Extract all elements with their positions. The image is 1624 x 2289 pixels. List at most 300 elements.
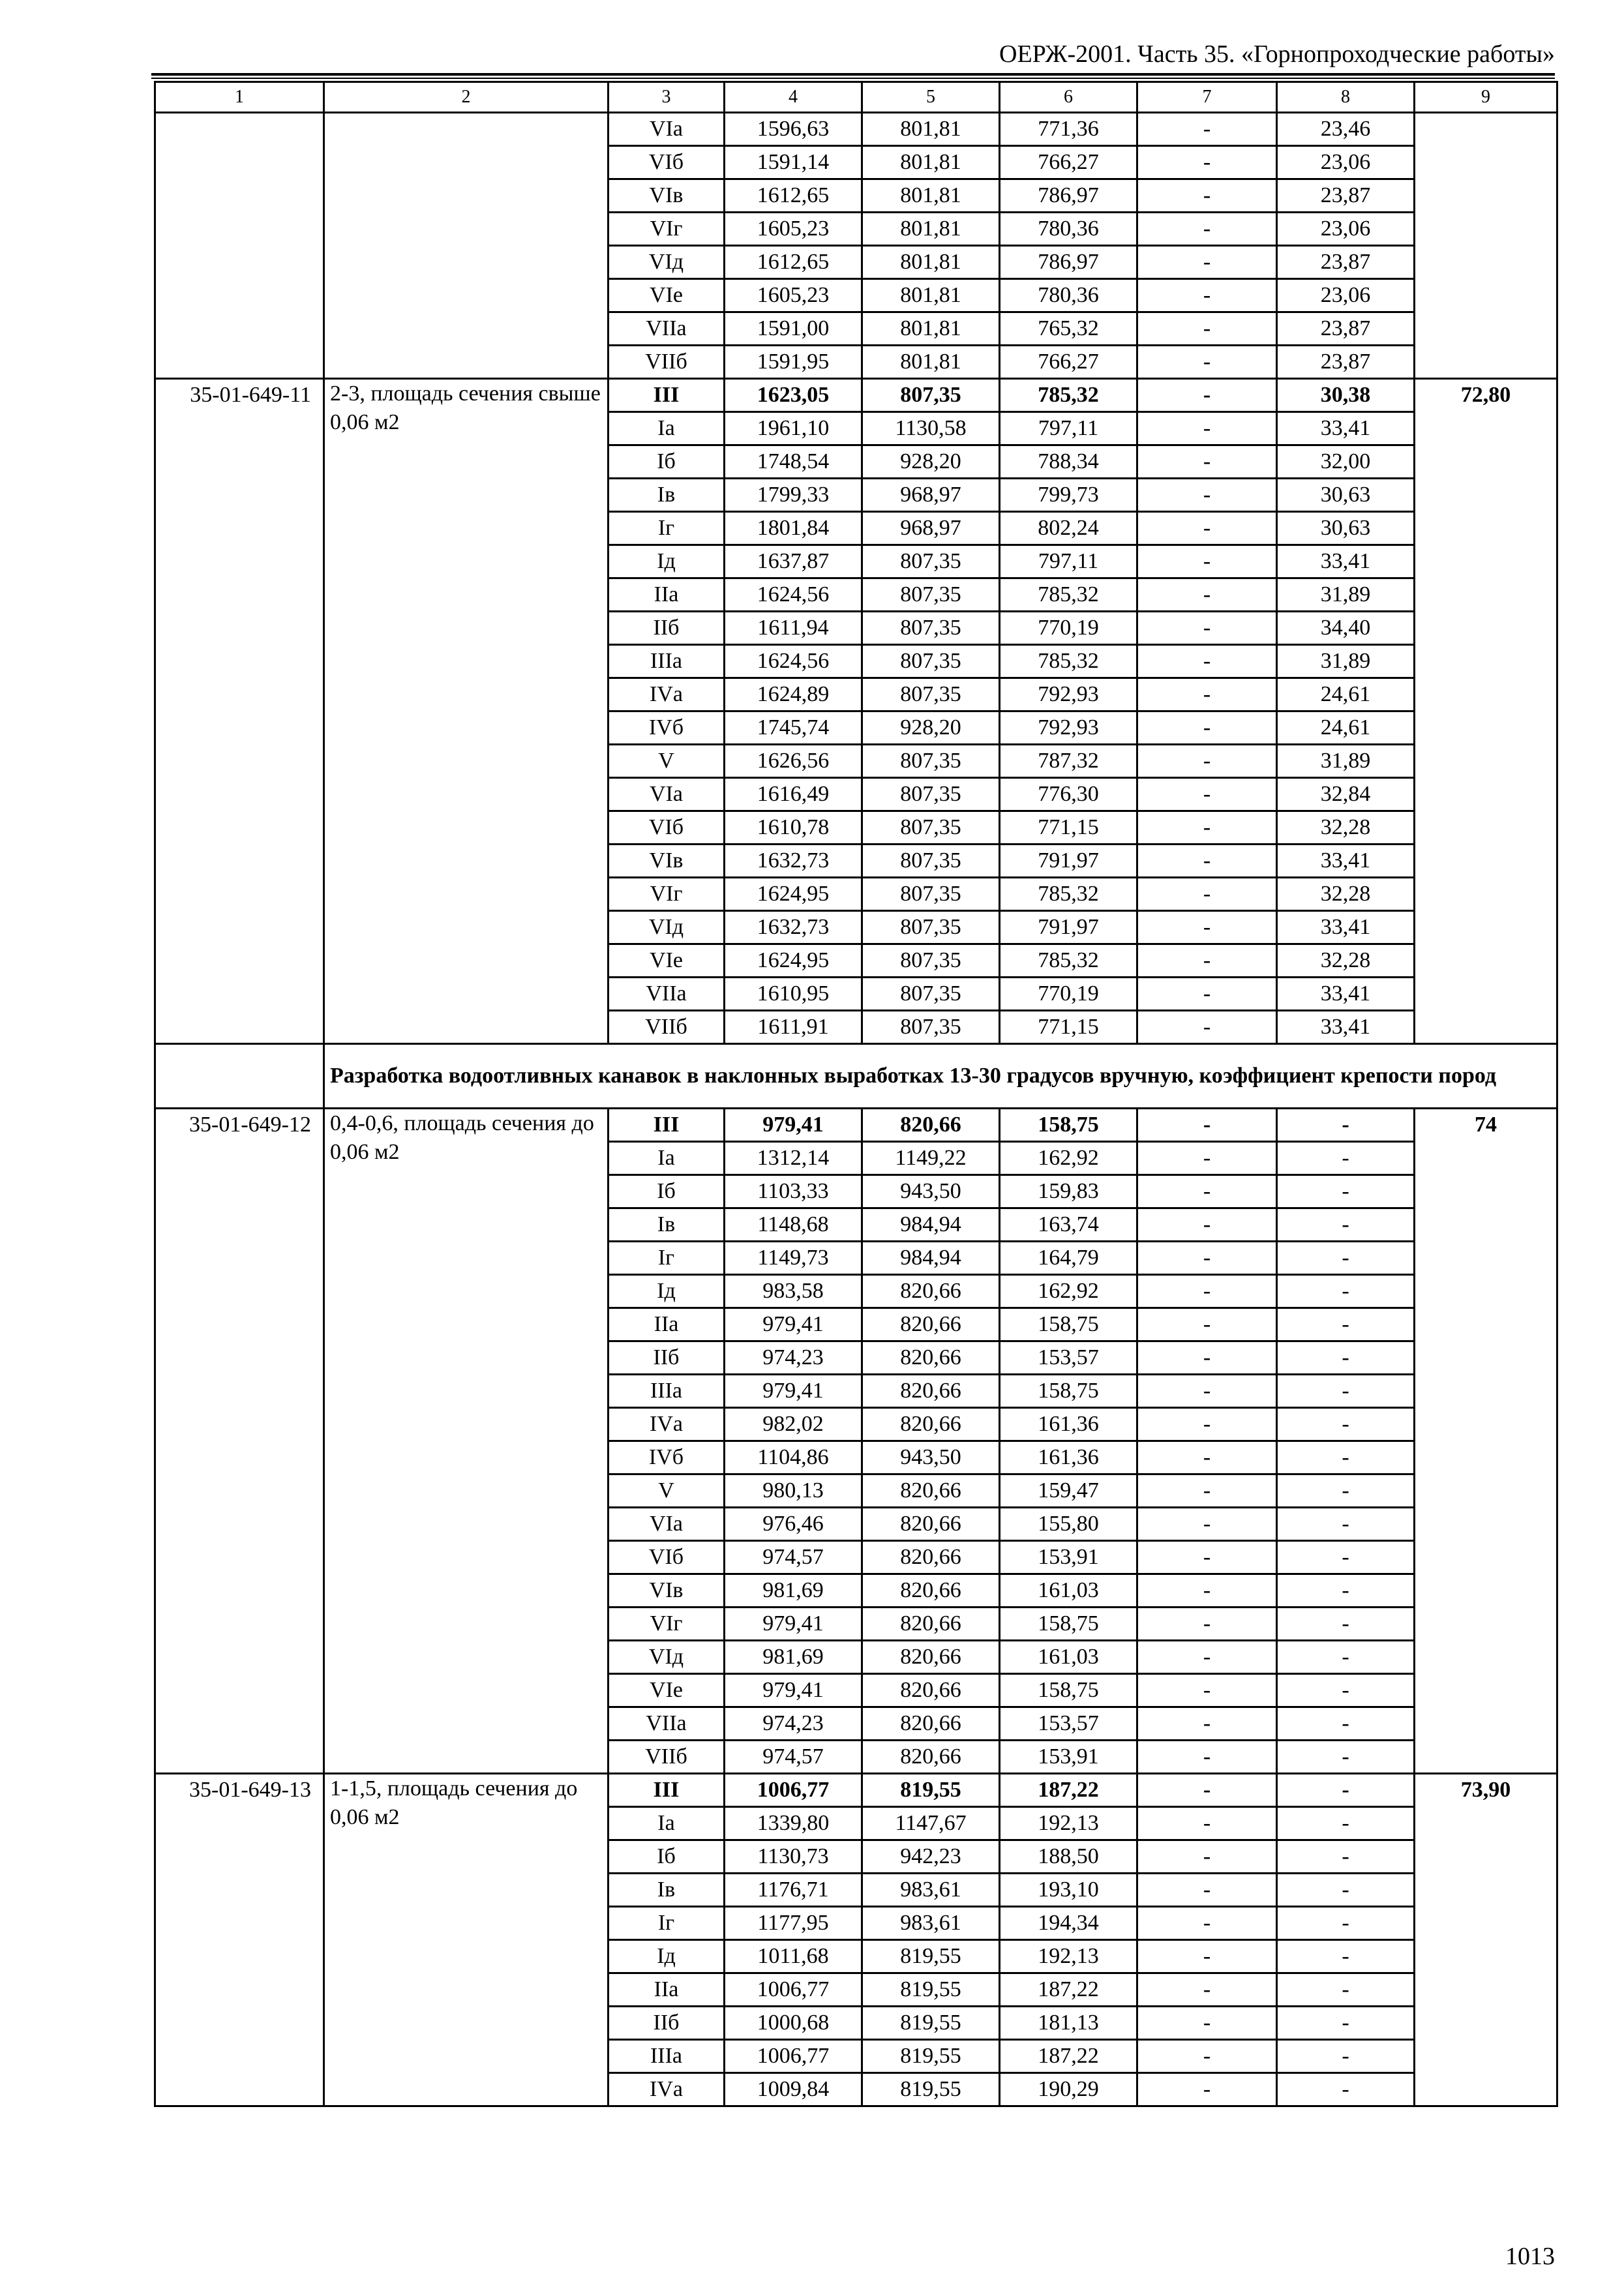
value-cell: 976,46: [725, 1508, 862, 1541]
value-cell: 1177,95: [725, 1907, 862, 1940]
value-cell: 981,69: [725, 1574, 862, 1608]
value-cell: -: [1137, 2007, 1277, 2040]
rock-group-cell: IVа: [609, 2073, 725, 2106]
value-cell: 162,92: [1000, 1142, 1137, 1175]
value-cell: -: [1137, 1308, 1277, 1341]
value-cell: 807,35: [862, 845, 1000, 878]
rock-group-cell: VIIа: [609, 1707, 725, 1741]
value-cell: -: [1137, 1973, 1277, 2007]
value-cell: 807,35: [862, 1011, 1000, 1044]
rock-group-cell: VIе: [609, 279, 725, 312]
value-cell: 163,74: [1000, 1208, 1137, 1242]
value-cell: 23,87: [1277, 246, 1415, 279]
rock-group-cell: IIIа: [609, 2040, 725, 2073]
rock-group-cell: VIв: [609, 179, 725, 213]
value-cell: 32,28: [1277, 811, 1415, 845]
value-cell: -: [1137, 213, 1277, 246]
value-cell: 158,75: [1000, 1375, 1137, 1408]
rock-group-cell: VIд: [609, 246, 725, 279]
value-cell: 820,66: [862, 1275, 1000, 1308]
value-cell: 1611,94: [725, 612, 862, 645]
value-cell: 187,22: [1000, 2040, 1137, 2073]
rock-group-cell: Iг: [609, 1907, 725, 1940]
value-cell: 974,23: [725, 1707, 862, 1741]
value-cell: -: [1137, 512, 1277, 545]
value-cell: -: [1277, 1574, 1415, 1608]
value-cell: 31,89: [1277, 645, 1415, 678]
value-cell: -: [1137, 1341, 1277, 1375]
value-cell: 31,89: [1277, 578, 1415, 612]
value-cell: 820,66: [862, 1608, 1000, 1641]
rock-group-cell: VIд: [609, 1641, 725, 1674]
rock-group-cell: IIа: [609, 1973, 725, 2007]
value-cell: 192,13: [1000, 1940, 1137, 1973]
value-cell: 1610,78: [725, 811, 862, 845]
value-cell: 153,57: [1000, 1707, 1137, 1741]
value-cell: 1624,56: [725, 645, 862, 678]
code-cell: [155, 113, 324, 379]
value-cell: -: [1277, 1441, 1415, 1474]
value-cell: 1149,22: [862, 1142, 1000, 1175]
value-cell: -: [1277, 1807, 1415, 1840]
value-cell: 807,35: [862, 878, 1000, 911]
rock-group-cell: IVа: [609, 678, 725, 711]
rock-group-cell: Iа: [609, 412, 725, 445]
value-cell: -: [1137, 1011, 1277, 1044]
value-cell: 34,40: [1277, 612, 1415, 645]
value-cell: 193,10: [1000, 1874, 1137, 1907]
value-cell: 785,32: [1000, 645, 1137, 678]
value-cell: -: [1137, 1175, 1277, 1208]
col-number: 6: [1000, 82, 1137, 113]
description-cell: 2-3, площадь сечения свыше 0,06 м2: [324, 379, 609, 1044]
value-cell: 807,35: [862, 911, 1000, 944]
rock-group-cell: III: [609, 379, 725, 412]
value-cell: 787,32: [1000, 745, 1137, 778]
value-cell: 1610,95: [725, 978, 862, 1011]
value-cell: -: [1137, 1707, 1277, 1741]
value-cell: -: [1137, 1674, 1277, 1707]
value-cell: 819,55: [862, 1940, 1000, 1973]
value-cell: -: [1137, 113, 1277, 146]
value-cell: 161,36: [1000, 1441, 1137, 1474]
value-cell: 1104,86: [725, 1441, 862, 1474]
rock-group-cell: VIб: [609, 811, 725, 845]
value-cell: -: [1137, 379, 1277, 412]
value-cell: 24,61: [1277, 678, 1415, 711]
value-cell: -: [1137, 878, 1277, 911]
value-cell: 32,84: [1277, 778, 1415, 811]
value-cell: 943,50: [862, 1441, 1000, 1474]
value-cell: 928,20: [862, 445, 1000, 479]
value-cell: 1624,56: [725, 578, 862, 612]
value-cell: 820,66: [862, 1308, 1000, 1341]
value-cell: 1000,68: [725, 2007, 862, 2040]
value-cell: -: [1277, 1707, 1415, 1741]
rock-group-cell: VIIб: [609, 346, 725, 379]
value-cell: -: [1137, 479, 1277, 512]
value-cell: 785,32: [1000, 578, 1137, 612]
norm-cell: 74: [1415, 1109, 1557, 1774]
value-cell: -: [1277, 1508, 1415, 1541]
value-cell: -: [1137, 2040, 1277, 2073]
value-cell: 771,15: [1000, 1011, 1137, 1044]
value-cell: 1006,77: [725, 2040, 862, 2073]
value-cell: 24,61: [1277, 711, 1415, 745]
rock-group-cell: IIа: [609, 578, 725, 612]
header-rule: [151, 73, 1555, 76]
value-cell: 791,97: [1000, 845, 1137, 878]
value-cell: -: [1137, 978, 1277, 1011]
rock-group-cell: Iд: [609, 545, 725, 578]
rock-group-cell: Iг: [609, 1242, 725, 1275]
value-cell: 807,35: [862, 978, 1000, 1011]
value-cell: -: [1277, 1674, 1415, 1707]
value-cell: -: [1277, 1741, 1415, 1774]
norm-cell: 73,90: [1415, 1774, 1557, 2106]
column-number-row: [155, 82, 1557, 113]
value-cell: 1616,49: [725, 778, 862, 811]
value-cell: -: [1137, 146, 1277, 179]
value-cell: 799,73: [1000, 479, 1137, 512]
value-cell: 153,57: [1000, 1341, 1137, 1375]
page-header: ОЕРЖ-2001. Часть 35. «Горнопроходческие работы»: [999, 40, 1555, 68]
value-cell: 33,41: [1277, 845, 1415, 878]
value-cell: -: [1137, 1242, 1277, 1275]
value-cell: 786,97: [1000, 246, 1137, 279]
value-cell: 928,20: [862, 711, 1000, 745]
value-cell: 1745,74: [725, 711, 862, 745]
value-cell: -: [1137, 445, 1277, 479]
rock-group-cell: Iг: [609, 512, 725, 545]
value-cell: 974,57: [725, 1741, 862, 1774]
value-cell: 983,61: [862, 1907, 1000, 1940]
norm-cell: [1415, 113, 1557, 379]
value-cell: 1605,23: [725, 213, 862, 246]
value-cell: 1103,33: [725, 1175, 862, 1208]
value-cell: 820,66: [862, 1408, 1000, 1441]
rock-group-cell: VIг: [609, 213, 725, 246]
value-cell: -: [1137, 179, 1277, 213]
rock-group-cell: VIе: [609, 944, 725, 978]
value-cell: 158,75: [1000, 1308, 1137, 1341]
rock-group-cell: VIг: [609, 878, 725, 911]
value-cell: 807,35: [862, 578, 1000, 612]
value-cell: 162,92: [1000, 1275, 1137, 1308]
rock-group-cell: VIв: [609, 1574, 725, 1608]
value-cell: -: [1137, 1907, 1277, 1940]
value-cell: -: [1137, 1408, 1277, 1441]
value-cell: -: [1277, 1608, 1415, 1641]
value-cell: -: [1137, 1807, 1277, 1840]
value-cell: 31,89: [1277, 745, 1415, 778]
value-cell: 979,41: [725, 1308, 862, 1341]
value-cell: 983,61: [862, 1874, 1000, 1907]
value-cell: 776,30: [1000, 778, 1137, 811]
value-cell: 802,24: [1000, 512, 1137, 545]
description-cell: [324, 113, 609, 379]
value-cell: 23,87: [1277, 179, 1415, 213]
value-cell: 158,75: [1000, 1608, 1137, 1641]
value-cell: 1801,84: [725, 512, 862, 545]
value-cell: -: [1137, 778, 1277, 811]
value-cell: -: [1277, 2007, 1415, 2040]
value-cell: 785,32: [1000, 944, 1137, 978]
col-number: 5: [862, 82, 1000, 113]
value-cell: 801,81: [862, 113, 1000, 146]
value-cell: 807,35: [862, 612, 1000, 645]
value-cell: 820,66: [862, 1474, 1000, 1508]
value-cell: 192,13: [1000, 1807, 1137, 1840]
value-cell: -: [1137, 1641, 1277, 1674]
rates-table: [154, 81, 1558, 2107]
value-cell: 974,57: [725, 1541, 862, 1574]
value-cell: 1591,00: [725, 312, 862, 346]
value-cell: 1605,23: [725, 279, 862, 312]
value-cell: -: [1277, 1408, 1415, 1441]
value-cell: 797,11: [1000, 412, 1137, 445]
rock-group-cell: VIе: [609, 1674, 725, 1707]
rock-group-cell: VIб: [609, 1541, 725, 1574]
col-number: 4: [725, 82, 862, 113]
value-cell: -: [1137, 1741, 1277, 1774]
value-cell: 33,41: [1277, 978, 1415, 1011]
value-cell: 23,87: [1277, 346, 1415, 379]
rock-group-cell: VIб: [609, 146, 725, 179]
value-cell: -: [1137, 1142, 1277, 1175]
value-cell: 1748,54: [725, 445, 862, 479]
value-cell: 1148,68: [725, 1208, 862, 1242]
value-cell: 1623,05: [725, 379, 862, 412]
value-cell: -: [1277, 1308, 1415, 1341]
value-cell: -: [1137, 612, 1277, 645]
rock-group-cell: IVб: [609, 711, 725, 745]
value-cell: -: [1137, 711, 1277, 745]
value-cell: 819,55: [862, 2007, 1000, 2040]
description-cell: 0,4-0,6, площадь сечения до 0,06 м2: [324, 1109, 609, 1774]
value-cell: 791,97: [1000, 911, 1137, 944]
rock-group-cell: VIд: [609, 911, 725, 944]
value-cell: 155,80: [1000, 1508, 1137, 1541]
rock-group-cell: V: [609, 1474, 725, 1508]
value-cell: 765,32: [1000, 312, 1137, 346]
value-cell: -: [1277, 1375, 1415, 1408]
rock-group-cell: IVб: [609, 1441, 725, 1474]
value-cell: 1591,95: [725, 346, 862, 379]
rock-group-cell: Iа: [609, 1142, 725, 1175]
rock-group-cell: VIв: [609, 845, 725, 878]
value-cell: 33,41: [1277, 911, 1415, 944]
value-cell: -: [1137, 545, 1277, 578]
value-cell: 32,28: [1277, 878, 1415, 911]
norm-cell: 72,80: [1415, 379, 1557, 1044]
value-cell: 190,29: [1000, 2073, 1137, 2106]
value-cell: 801,81: [862, 346, 1000, 379]
rock-group-cell: Iв: [609, 479, 725, 512]
value-cell: -: [1137, 346, 1277, 379]
value-cell: 32,28: [1277, 944, 1415, 978]
value-cell: 807,35: [862, 379, 1000, 412]
value-cell: 23,06: [1277, 213, 1415, 246]
rock-group-cell: IIIа: [609, 1375, 725, 1408]
value-cell: 159,47: [1000, 1474, 1137, 1508]
rock-group-cell: IIа: [609, 1308, 725, 1341]
value-cell: -: [1137, 1608, 1277, 1641]
value-cell: 1611,91: [725, 1011, 862, 1044]
value-cell: 32,00: [1277, 445, 1415, 479]
value-cell: 153,91: [1000, 1541, 1137, 1574]
value-cell: 797,11: [1000, 545, 1137, 578]
value-cell: -: [1277, 1541, 1415, 1574]
value-cell: -: [1277, 1840, 1415, 1874]
value-cell: 820,66: [862, 1109, 1000, 1142]
value-cell: 819,55: [862, 1973, 1000, 2007]
value-cell: 942,23: [862, 1840, 1000, 1874]
value-cell: 161,03: [1000, 1641, 1137, 1674]
value-cell: -: [1137, 412, 1277, 445]
rock-group-cell: VIа: [609, 778, 725, 811]
value-cell: 23,46: [1277, 113, 1415, 146]
value-cell: -: [1137, 1541, 1277, 1574]
rock-group-cell: VIг: [609, 1608, 725, 1641]
value-cell: 766,27: [1000, 146, 1137, 179]
value-cell: 788,34: [1000, 445, 1137, 479]
value-cell: 807,35: [862, 778, 1000, 811]
value-cell: 771,36: [1000, 113, 1137, 146]
value-cell: -: [1137, 1375, 1277, 1408]
value-cell: -: [1137, 1474, 1277, 1508]
value-cell: -: [1137, 1874, 1277, 1907]
description-cell: 1-1,5, площадь сечения до 0,06 м2: [324, 1774, 609, 2106]
rock-group-cell: VIа: [609, 1508, 725, 1541]
value-cell: -: [1277, 1109, 1415, 1142]
rock-group-cell: Iд: [609, 1940, 725, 1973]
value-cell: -: [1137, 1441, 1277, 1474]
value-cell: 194,34: [1000, 1907, 1137, 1940]
value-cell: 188,50: [1000, 1840, 1137, 1874]
value-cell: -: [1137, 1208, 1277, 1242]
table-row: [155, 1109, 1557, 1142]
value-cell: -: [1137, 1109, 1277, 1142]
value-cell: 819,55: [862, 2073, 1000, 2106]
value-cell: -: [1277, 1774, 1415, 1807]
table-row: [155, 1774, 1557, 1807]
value-cell: -: [1137, 1508, 1277, 1541]
value-cell: -: [1277, 1275, 1415, 1308]
value-cell: -: [1137, 745, 1277, 778]
value-cell: 187,22: [1000, 1774, 1137, 1807]
value-cell: -: [1137, 1840, 1277, 1874]
value-cell: 1147,67: [862, 1807, 1000, 1840]
rock-group-cell: IIб: [609, 612, 725, 645]
value-cell: 981,69: [725, 1641, 862, 1674]
value-cell: 780,36: [1000, 279, 1137, 312]
value-cell: -: [1137, 279, 1277, 312]
rock-group-cell: VIа: [609, 113, 725, 146]
value-cell: -: [1137, 246, 1277, 279]
value-cell: 801,81: [862, 179, 1000, 213]
rock-group-cell: VIIа: [609, 978, 725, 1011]
value-cell: 1591,14: [725, 146, 862, 179]
value-cell: 780,36: [1000, 213, 1137, 246]
value-cell: 820,66: [862, 1541, 1000, 1574]
rock-group-cell: Iв: [609, 1208, 725, 1242]
rock-group-cell: III: [609, 1774, 725, 1807]
value-cell: 1637,87: [725, 545, 862, 578]
value-cell: 1624,89: [725, 678, 862, 711]
value-cell: 770,19: [1000, 978, 1137, 1011]
value-cell: 1130,73: [725, 1840, 862, 1874]
value-cell: 1626,56: [725, 745, 862, 778]
value-cell: 984,94: [862, 1242, 1000, 1275]
rock-group-cell: Iб: [609, 445, 725, 479]
code-cell: 35-01-649-11: [155, 379, 324, 1044]
value-cell: 1799,33: [725, 479, 862, 512]
value-cell: 766,27: [1000, 346, 1137, 379]
value-cell: 819,55: [862, 2040, 1000, 2073]
table-row: [155, 113, 1557, 146]
value-cell: -: [1277, 1641, 1415, 1674]
value-cell: 161,03: [1000, 1574, 1137, 1608]
value-cell: 33,41: [1277, 545, 1415, 578]
rock-group-cell: IIIа: [609, 645, 725, 678]
value-cell: -: [1277, 1242, 1415, 1275]
value-cell: -: [1137, 678, 1277, 711]
rock-group-cell: V: [609, 745, 725, 778]
col-number: 1: [155, 82, 324, 113]
value-cell: 153,91: [1000, 1741, 1137, 1774]
value-cell: 820,66: [862, 1707, 1000, 1741]
value-cell: 161,36: [1000, 1408, 1137, 1441]
rock-group-cell: III: [609, 1109, 725, 1142]
value-cell: 23,06: [1277, 146, 1415, 179]
section-code-cell: [155, 1044, 324, 1109]
rock-group-cell: IVа: [609, 1408, 725, 1441]
section-row: [155, 1044, 1557, 1109]
value-cell: -: [1277, 1208, 1415, 1242]
rock-group-cell: VIIб: [609, 1741, 725, 1774]
value-cell: 771,15: [1000, 811, 1137, 845]
value-cell: 801,81: [862, 213, 1000, 246]
value-cell: 820,66: [862, 1508, 1000, 1541]
value-cell: 807,35: [862, 745, 1000, 778]
value-cell: 801,81: [862, 246, 1000, 279]
value-cell: 1632,73: [725, 845, 862, 878]
col-number: 9: [1415, 82, 1557, 113]
value-cell: 820,66: [862, 1741, 1000, 1774]
value-cell: -: [1137, 2073, 1277, 2106]
value-cell: 807,35: [862, 545, 1000, 578]
value-cell: 159,83: [1000, 1175, 1137, 1208]
value-cell: 23,87: [1277, 312, 1415, 346]
value-cell: 979,41: [725, 1109, 862, 1142]
value-cell: -: [1277, 1940, 1415, 1973]
value-cell: 974,23: [725, 1341, 862, 1375]
value-cell: 968,97: [862, 512, 1000, 545]
value-cell: -: [1137, 944, 1277, 978]
value-cell: 820,66: [862, 1375, 1000, 1408]
value-cell: 807,35: [862, 944, 1000, 978]
value-cell: -: [1137, 312, 1277, 346]
col-number: 8: [1277, 82, 1415, 113]
value-cell: -: [1137, 1574, 1277, 1608]
col-number: 3: [609, 82, 725, 113]
value-cell: 770,19: [1000, 612, 1137, 645]
value-cell: -: [1137, 1940, 1277, 1973]
value-cell: 1632,73: [725, 911, 862, 944]
rock-group-cell: Iб: [609, 1175, 725, 1208]
rock-group-cell: VIIа: [609, 312, 725, 346]
